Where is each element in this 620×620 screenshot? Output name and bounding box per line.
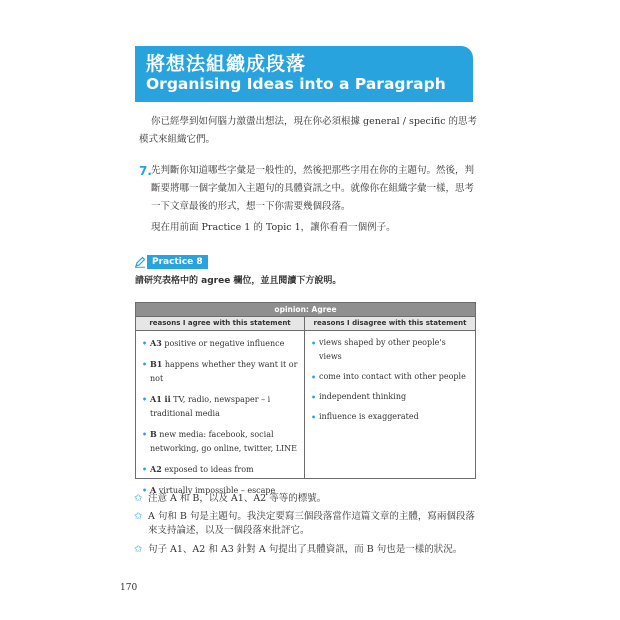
agree-reasons-cell [136,331,305,495]
star-icon: ✩ [134,544,143,555]
note-item: ✩ 注意 A 和 B，以及 A1、A2 等等的標號。 [134,493,327,504]
list-item: • influence is exaggerated [311,410,469,424]
step-text: 先判斷你知道哪些字彙是一般性的，然後把那些字用在你的主題句。然後，判斷要將哪一個字彙加入主題句的具體資訊之中。就像你在組織字彙一樣，思考一下文章最後的形式，想一下你需要幾個段落。 [151,165,475,212]
opinion-table [135,302,476,495]
step-number: 7. [139,164,152,178]
intro-paragraph: 你已經學到如何腦力激盪出想法，現在你必須根據 general / specific 的思考模式來組織它們。 [139,116,478,145]
section-title-english: Organising Ideas into a Paragraph [146,75,446,93]
note-item: ✩ A 句和 B 句是主題句。我決定要寫三個段落當作這篇文章的主體，寫兩個段落來支持論述，以及一個段落來批評它。 [134,511,475,536]
star-icon: ✩ [134,511,143,522]
list-item: • B1 happens whether they want it or not [142,357,298,386]
list-item: • A virtually impossible – escape [142,483,298,498]
disagree-reasons-cell [305,331,475,479]
practice-badge: Practice 8 [147,255,208,269]
note-item: ✩ 句子 A1、A2 和 A3 針對 A 句提出了具體資訊，而 B 句也是一樣的狀況。 [134,544,463,555]
table-body [136,331,475,495]
page-number: 170 [120,583,138,593]
section-title-chinese: 將想法組織成段落 [146,53,307,75]
column-header-disagree: reasons I disagree with this statement [313,319,467,327]
list-item: • independent thinking [311,390,469,404]
column-header-agree: reasons I agree with this statement [136,317,305,330]
list-item: • views shaped by other people's views [311,336,469,364]
list-item: • come into contact with other people [311,370,469,384]
step-seven [139,162,479,216]
list-item: • A2 exposed to ideas from [142,462,298,477]
list-item: • A1 ii TV, radio, newspaper – i traditional media [142,392,298,421]
example-intro: 現在用前面 Practice 1 的 Topic 1，讓你看看一個例子。 [151,222,396,233]
practice-instruction: 請研究表格中的 agree 欄位，並且閱讀下方說明。 [135,276,342,286]
table-column-headers [136,317,475,331]
pencil-icon [134,256,146,268]
list-item: • A3 positive or negative influence [142,336,298,351]
star-icon: ✩ [134,493,143,504]
list-item: • B new media: facebook, social networking, go online, twitter, LINE [142,427,298,456]
table-header: opinion: Agree [136,303,475,317]
